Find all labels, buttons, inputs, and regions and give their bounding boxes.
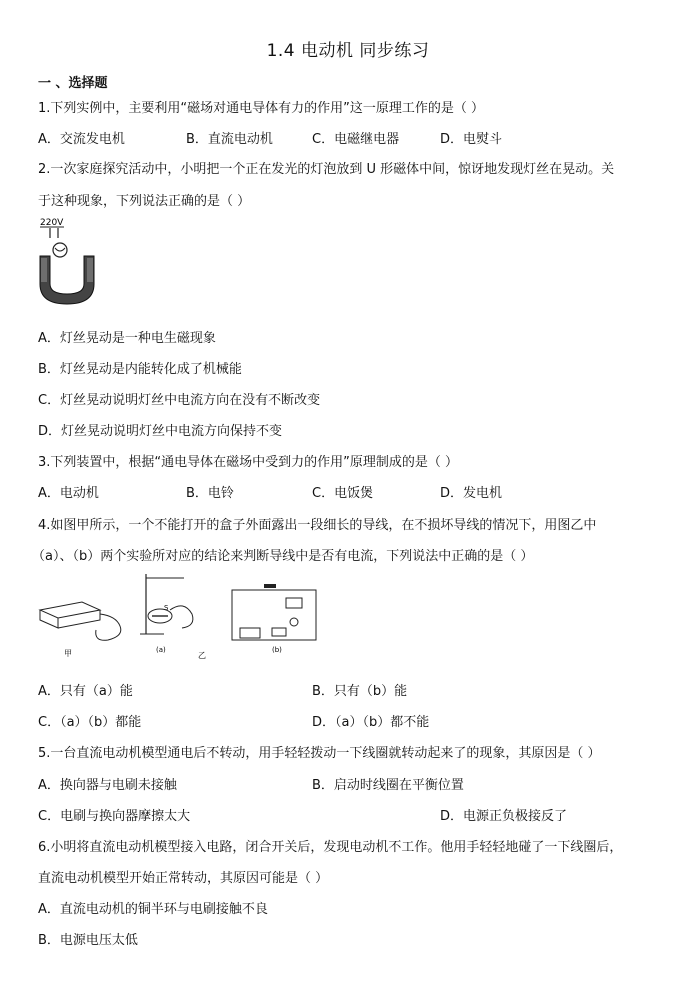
compass-experiment-drawing: [140, 574, 193, 634]
q4-option-b[interactable]: B．只有（b）能: [312, 684, 408, 699]
q1-option-a[interactable]: A．交流发电机: [38, 132, 125, 147]
q4-option-a[interactable]: A．只有（a）能: [38, 684, 133, 699]
q1-option-d[interactable]: D．电熨斗: [440, 132, 503, 147]
voltage-label: 220V: [40, 218, 64, 228]
q3-option-b[interactable]: B．电铃: [186, 486, 234, 501]
figure-label-yi: 乙: [198, 651, 206, 660]
q6-stem-line1: 6.小明将直流电动机模型接入电路，闭合开关后，发现电动机不工作。他用手轻轻地碰了一下线圈后，: [38, 840, 623, 855]
circuit-experiment-drawing: [232, 584, 316, 640]
box-wire-experiment-figure: [36, 570, 326, 662]
q4-option-c[interactable]: C．（a）（b）都能: [38, 715, 142, 730]
q5-option-a[interactable]: A．换向器与电刷未接触: [38, 778, 177, 793]
u-magnet-bulb-figure: [36, 216, 98, 308]
q1-option-b[interactable]: B．直流电动机: [186, 132, 273, 147]
q2-option-d[interactable]: D．灯丝晃动说明灯丝中电流方向保持不变: [38, 424, 283, 439]
q2-stem-line2: 于这种现象，下列说法正确的是（ ）: [38, 194, 251, 209]
q2-option-b[interactable]: B．灯丝晃动是内能转化成了机械能: [38, 362, 242, 377]
figure-label-b: (b): [272, 646, 282, 654]
figure-label-a: (a): [156, 646, 166, 654]
q5-options-row1: [38, 774, 678, 792]
q3-options: [38, 482, 678, 500]
q6-stem-line2: 直流电动机模型开始正常转动，其原因可能是（ ）: [38, 871, 329, 886]
q1-options: [38, 128, 678, 146]
figure-label-jia: 甲: [64, 649, 72, 658]
q5-option-c[interactable]: C．电刷与换向器摩擦太大: [38, 809, 191, 824]
q1-stem: 1.下列实例中，主要利用“磁场对通电导体有力的作用”这一原理工作的是（ ）: [38, 101, 485, 116]
q4-options-row1: [38, 680, 678, 698]
q2-option-c[interactable]: C．灯丝晃动说明灯丝中电流方向在没有不断改变: [38, 393, 321, 408]
q3-option-c[interactable]: C．电饭煲: [312, 486, 374, 501]
q4-stem-line1: 4.如图甲所示，一个不能打开的盒子外面露出一段细长的导线，在不损坏导线的情况下，用图乙中: [38, 518, 597, 533]
q5-options-row2: [38, 805, 678, 823]
q6-option-b[interactable]: B．电源电压太低: [38, 933, 138, 948]
q4-option-d[interactable]: D．（a）（b）都不能: [312, 715, 430, 730]
section-heading: 一 、选择题: [38, 76, 108, 91]
q5-option-b[interactable]: B．启动时线圈在平衡位置: [312, 778, 464, 793]
svg-text:S: S: [164, 604, 169, 612]
q1-option-c[interactable]: C．电磁继电器: [312, 132, 400, 147]
q2-option-a[interactable]: A．灯丝晃动是一种电生磁现象: [38, 331, 216, 346]
q4-options-row2: [38, 711, 678, 729]
q3-option-a[interactable]: A．电动机: [38, 486, 99, 501]
q3-stem: 3.下列装置中，根据“通电导体在磁场中受到力的作用”原理制成的是（ ）: [38, 455, 459, 470]
q3-option-d[interactable]: D．发电机: [440, 486, 503, 501]
q5-stem: 5.一台直流电动机模型通电后不转动，用手轻轻拨动一下线圈就转动起来了的现象，其原因是（ ）: [38, 746, 601, 761]
q5-option-d[interactable]: D．电源正负极接反了: [440, 809, 568, 824]
q6-option-a[interactable]: A．直流电动机的铜半环与电刷接触不良: [38, 902, 268, 917]
box-with-wire-drawing: [40, 602, 121, 640]
q2-stem-line1: 2.一次家庭探究活动中，小明把一个正在发光的灯泡放到 U 形磁体中间，惊讶地发现灯丝在晃动。关: [38, 162, 615, 177]
q4-stem-line2: （a）、（b）两个实验所对应的结论来判断导线中是否有电流，下列说法中正确的是（ ）: [32, 549, 534, 564]
page-title: 1.4 电动机 同步练习: [266, 41, 430, 61]
